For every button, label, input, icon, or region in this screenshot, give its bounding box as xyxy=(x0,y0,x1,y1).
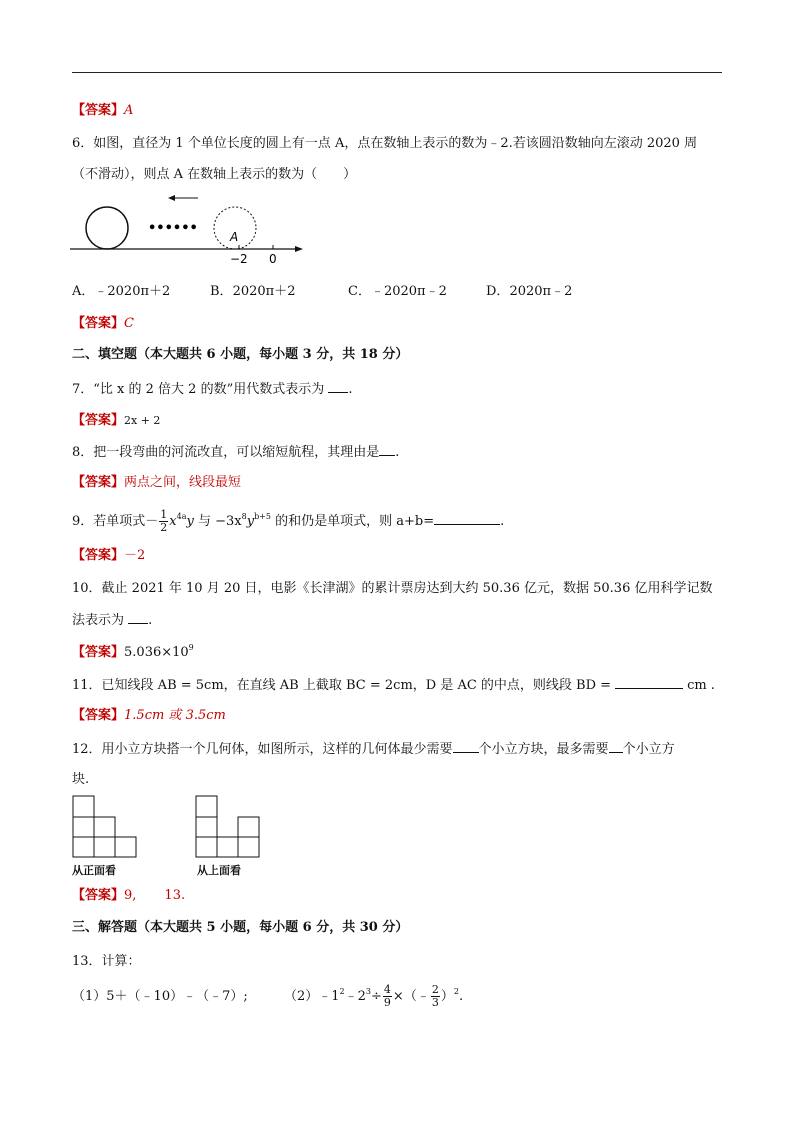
cube-cell xyxy=(94,837,115,857)
q7-question: 7．“比 x 的 2 倍大 2 的数”用代数式表示为 xyxy=(72,382,325,397)
q13-part1: （1）5＋（﹣10）﹣（﹣7）; xyxy=(72,989,248,1004)
q12-blank-2 xyxy=(609,740,623,753)
cube-cell xyxy=(73,837,94,857)
q6-options xyxy=(72,283,572,301)
q8-blank xyxy=(379,443,395,456)
q9-frac-num: 1 xyxy=(160,508,168,521)
q9-mid: 与 −3x xyxy=(193,514,242,529)
q13-part2-exp1: 2 xyxy=(339,987,345,996)
q12-text-b: 个小立方块，最多需要 xyxy=(478,742,609,757)
tick-label-zero: 0 xyxy=(269,252,277,266)
q12-front-view-grid xyxy=(72,795,142,859)
q13-part2 xyxy=(284,983,464,1009)
q13-frac1 xyxy=(383,984,392,1009)
q9-text xyxy=(72,508,504,536)
q12-blank-1 xyxy=(453,740,479,753)
q13-frac2-num: 2 xyxy=(431,983,439,996)
answer-tag: 【答案】 xyxy=(72,103,125,118)
q10-text-line2 xyxy=(72,611,152,630)
q8-question: 8．把一段弯曲的河流改直，可以缩短航程，其理由是 xyxy=(72,445,380,460)
q8-tail: . xyxy=(395,445,400,460)
q13-part2-exp2: 3 xyxy=(365,987,372,996)
answer-tag: 【答案】 xyxy=(72,708,125,723)
answer-tag: 【答案】 xyxy=(72,413,125,428)
tick-label-minus2: −2 xyxy=(230,252,248,266)
option-d-text: 2020π﹣2 xyxy=(509,284,573,299)
q9-term2-yexp: b+5 xyxy=(254,512,271,521)
q7-blank xyxy=(328,380,348,393)
option-c-text: ﹣2020π﹣2 xyxy=(370,284,447,299)
q11-text xyxy=(72,676,715,695)
ellipsis-dots: •••••• xyxy=(148,221,198,236)
answer-q7 xyxy=(72,412,160,430)
cube-cell xyxy=(196,796,217,817)
answer-q8 xyxy=(72,474,241,492)
arrow-left-head xyxy=(168,195,175,201)
answer-value: C xyxy=(124,316,134,331)
q7-tail: . xyxy=(348,382,353,397)
answer-tag: 【答案】 xyxy=(72,316,125,331)
option-b xyxy=(210,283,348,301)
q6-text-line1: 6．如图，直径为 1 个单位长度的圆上有一点 A，点在数轴上表示的数为﹣2.若该圆沿数轴向左滚动 2020 周 xyxy=(72,136,698,151)
cube-cell xyxy=(73,796,94,817)
option-a xyxy=(72,283,210,301)
cube-cell xyxy=(196,837,217,857)
q13-frac2 xyxy=(431,984,440,1009)
front-view-label: 从正面看 xyxy=(72,864,116,877)
answer-value-max: 13. xyxy=(164,888,186,903)
q12-top-view-grid xyxy=(195,795,265,859)
q13-part2-close: ） xyxy=(440,989,454,1004)
q13-part2-end: . xyxy=(458,989,464,1004)
q9-term1-exp: 4a xyxy=(176,512,187,521)
answer-value: 两点之间，线段最短 xyxy=(124,475,242,490)
q9-fraction xyxy=(159,509,168,534)
answer-value-min: 9, xyxy=(124,888,137,903)
option-a-label: A． xyxy=(72,284,95,299)
cube-cell xyxy=(94,817,115,837)
cube-cell xyxy=(217,837,238,857)
q11-question: 11．已知线段 AB = 5cm，在直线 AB 上截取 BC = 2cm，D 是 AC 的中点，则线段 BD = xyxy=(72,678,612,693)
q9-term1-y: y xyxy=(186,514,194,529)
axis-arrow-head xyxy=(295,246,303,252)
option-a-text: ﹣2020π＋2 xyxy=(94,284,171,299)
q9-term2-xexp: 8 xyxy=(241,512,247,521)
answer-value: A xyxy=(124,103,134,118)
top-view-label: 从上面看 xyxy=(197,864,241,877)
q12-text-line2: 块. xyxy=(72,772,90,787)
q13-part2-div: ÷ xyxy=(371,989,382,1004)
q12-text-a: 12．用小立方块搭一个几何体，如图所示，这样的几何体最少需要 xyxy=(72,742,453,757)
q13-title: 13．计算： xyxy=(72,954,141,969)
cube-cell xyxy=(73,817,94,837)
q10-text-line1: 10．截止 2021 年 10 月 20 日，电影《长津湖》的累计票房达到大约 50.36 亿元，数据 50.36 亿用科学记数 xyxy=(72,581,713,596)
q13-part2-times: ×（﹣ xyxy=(392,989,430,1004)
answer-q12 xyxy=(72,887,185,905)
answer-tag: 【答案】 xyxy=(72,888,125,903)
answer-tag: 【答案】 xyxy=(72,475,125,490)
q6-text-line2: （不滑动），则点 A 在数轴上表示的数为（ ） xyxy=(72,167,357,182)
answer-value: 2x + 2 xyxy=(124,414,161,427)
option-c-label: C． xyxy=(348,284,371,299)
header-rule xyxy=(72,72,722,73)
q9-blank xyxy=(434,512,500,525)
cube-cell xyxy=(238,837,259,857)
section-heading-fill-in: 二、填空题（本大题共 6 小题，每小题 3 分，共 18 分） xyxy=(72,347,409,362)
option-b-text: 2020π＋2 xyxy=(232,284,296,299)
q13-frac1-den: 9 xyxy=(383,996,391,1009)
q9-lead: 9．若单项式－ xyxy=(72,514,159,529)
section-heading-solve: 三、解答题（本大题共 5 小题，每小题 6 分，共 30 分） xyxy=(72,920,409,935)
answer-value: 5.036×10 xyxy=(124,645,189,660)
q8-text xyxy=(72,443,399,462)
q6-number-line-figure xyxy=(70,190,310,270)
option-c xyxy=(348,283,486,301)
answer-exponent: 9 xyxy=(188,643,194,652)
q9-frac-den: 2 xyxy=(160,521,168,534)
answer-q5 xyxy=(72,102,133,120)
q9-term1-base: x xyxy=(169,514,177,529)
q13-part2-mid: ﹣2 xyxy=(344,989,366,1004)
q13-part2-lead: （2）﹣1 xyxy=(284,989,340,1004)
cube-cell xyxy=(238,817,259,837)
q12-text-line1 xyxy=(72,740,675,759)
cube-cell xyxy=(115,837,136,857)
answer-value: 1.5cm 或 3.5cm xyxy=(124,708,226,723)
answer-value: －2 xyxy=(124,548,146,563)
q10-line2-text: 法表示为 xyxy=(72,613,125,628)
answer-q9 xyxy=(72,547,145,565)
q13-parts xyxy=(72,982,463,1012)
rolling-circle xyxy=(86,207,128,249)
q9-end: . xyxy=(500,514,505,529)
answer-q10 xyxy=(72,644,194,662)
option-b-label: B． xyxy=(210,284,233,299)
option-d-label: D． xyxy=(486,284,510,299)
q7-text xyxy=(72,380,353,399)
answer-q6 xyxy=(72,315,134,333)
q13-frac2-den: 3 xyxy=(431,996,439,1009)
q13-part2-exp3: 2 xyxy=(453,987,459,996)
answer-tag: 【答案】 xyxy=(72,645,125,660)
q9-tail: 的和仍是单项式，则 a+b= xyxy=(270,514,435,529)
q10-blank xyxy=(128,611,148,624)
cube-cell xyxy=(196,817,217,837)
q11-blank xyxy=(615,676,683,689)
q12-text-c: 个小立方 xyxy=(622,742,675,757)
q9-term2-y: y xyxy=(246,514,255,529)
q11-tail: cm . xyxy=(687,678,715,693)
q10-tail: . xyxy=(148,613,153,628)
answer-q11 xyxy=(72,707,226,725)
option-d xyxy=(486,284,572,299)
answer-tag: 【答案】 xyxy=(72,548,125,563)
point-a-label: A xyxy=(230,230,239,244)
q13-frac1-num: 4 xyxy=(383,983,391,996)
